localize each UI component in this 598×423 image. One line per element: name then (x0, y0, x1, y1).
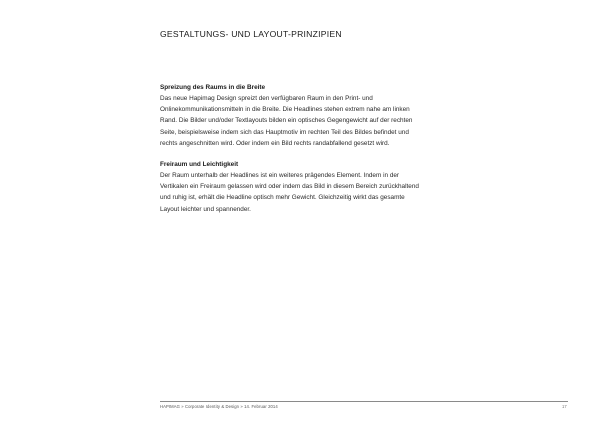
page-title: GESTALTUNGS- UND LAYOUT-PRINZIPIEN (160, 29, 342, 39)
paragraph-line: Rand. Die Bilder und/oder Textlayouts bilden ein optisches Gegengewicht auf der rechten (160, 117, 413, 125)
paragraph-line: Vertikalen ein Freiraum gelassen wird oder indem das Bild in diesem Bereich zurückhaltend (160, 183, 419, 191)
paragraph-line: Der Raum unterhalb der Headlines ist ein weiteres prägendes Element. Indem in der (160, 172, 400, 180)
paragraph-line: Seite, beispielsweise indem sich das Hauptmotiv im rechten Teil des Bildes befindet und (160, 128, 409, 136)
paragraph-line: Onlinekommunikationsmitteln in die Breite. Die Headlines stehen extrem nahe am linken (160, 106, 410, 114)
paragraph-line: und ruhig ist, erhält die Headline optisch mehr Gewicht. Gleichzeitig wirkt das gesamte (160, 194, 405, 202)
body-content (160, 83, 460, 226)
section-heading: Spreizung des Raums in die Breite (160, 84, 266, 91)
paragraph-line: Layout leichter und spannender. (160, 205, 251, 213)
section-heading: Freiraum und Leichtigkeit (160, 161, 239, 169)
footer-divider (160, 401, 568, 402)
paragraph-line: Das neue Hapimag Design spreizt den verfügbaren Raum in den Print- und (160, 95, 373, 102)
paragraph-line: rechts angeschnitten wird. Oder indem ein Bild rechts randabfallend gesetzt wird. (160, 139, 390, 147)
section-freiraum (160, 160, 460, 215)
section-spreizung (160, 83, 460, 149)
page-number: 17 (562, 404, 567, 409)
footer-text: HAPIMAG » Corporate Identity & Design » 14. Februar 2014 (160, 404, 278, 409)
